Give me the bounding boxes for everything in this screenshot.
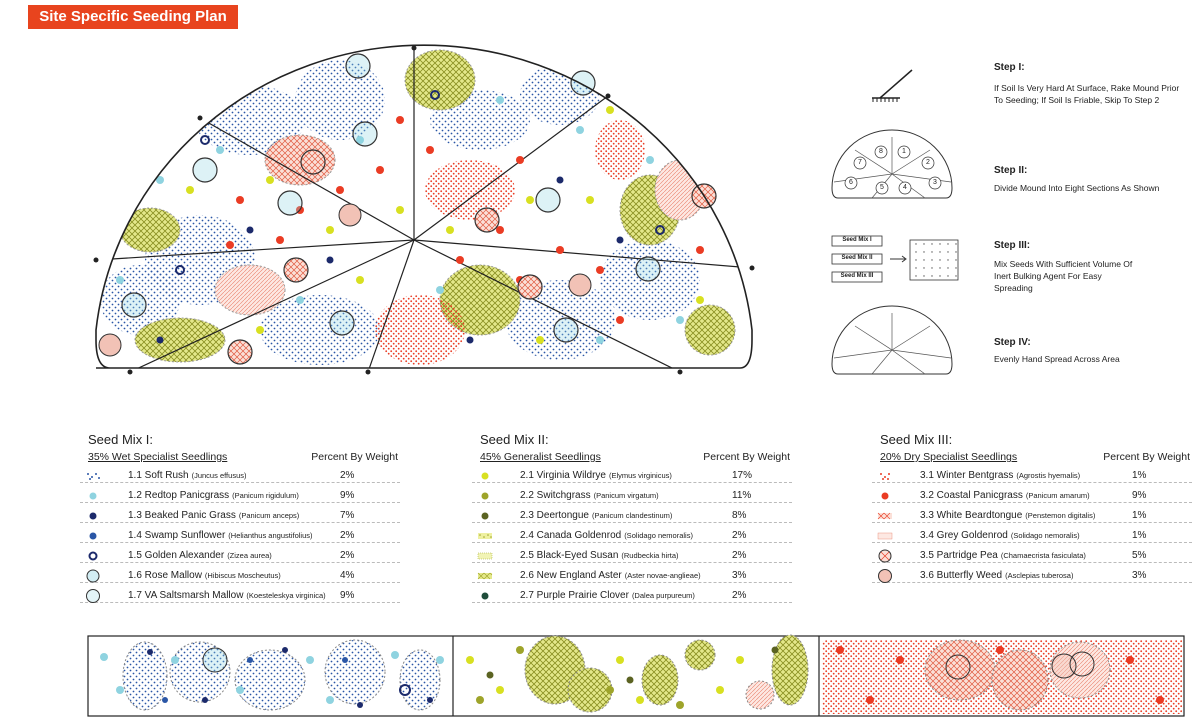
seed-common-name: 2.3 Deertongue (520, 510, 589, 521)
seed-common-name: 1.1 Soft Rush (128, 470, 189, 481)
mix-title: Seed Mix II: (480, 432, 549, 447)
mix-box-label: Seed Mix III (840, 273, 874, 279)
seed-scientific-name: (Dalea purpureum) (631, 591, 695, 600)
seed-row (472, 463, 792, 483)
seed-symbol-icon (476, 509, 490, 519)
seed-percent: 1% (1132, 510, 1147, 521)
seed-row (472, 483, 792, 503)
seed-percent: 9% (340, 490, 355, 501)
seed-percent: 3% (732, 570, 747, 581)
seed-percent: 3% (1132, 570, 1147, 581)
seed-name (520, 550, 732, 561)
seed-percent: 7% (340, 510, 355, 521)
seed-name (128, 530, 340, 541)
seed-percent: 2% (340, 470, 355, 481)
seed-row (872, 523, 1192, 543)
seed-scientific-name: (Elymus virginicus) (608, 471, 672, 480)
percent-header: Percent By Weight (311, 451, 398, 463)
mix-box-label: Seed Mix I (842, 237, 872, 243)
seed-row (872, 503, 1192, 523)
step-1-title: Step I: (994, 62, 1025, 73)
seed-scientific-name: (Zizea aurea) (227, 551, 272, 560)
seed-row (472, 523, 792, 543)
seed-scientific-name: (Aster novae-anglieae) (624, 571, 701, 580)
seed-scientific-name: (Asclepias tuberosa) (1005, 571, 1074, 580)
step-2-title: Step II: (994, 165, 1028, 176)
seed-common-name: 3.3 White Beardtongue (920, 510, 1023, 521)
section-number: 6 (849, 179, 853, 186)
seed-row (80, 503, 400, 523)
seed-mix-1 (80, 432, 400, 603)
seed-name (520, 570, 732, 581)
seed-name (920, 470, 1132, 481)
seed-scientific-name: (Chamaecrista fasiculata) (1000, 551, 1086, 560)
seed-symbol-icon (476, 489, 490, 499)
mix-rows (80, 463, 400, 603)
seed-symbol-icon (876, 549, 890, 559)
seed-common-name: 2.6 New England Aster (520, 570, 622, 581)
seed-mix-3 (872, 432, 1192, 583)
seed-row (872, 463, 1192, 483)
percent-header: Percent By Weight (1103, 451, 1190, 463)
seed-row (472, 563, 792, 583)
seed-symbol-icon (84, 489, 98, 499)
seed-symbol-icon (876, 509, 890, 519)
seed-percent: 2% (340, 530, 355, 541)
seed-percent: 9% (340, 590, 355, 601)
section-number: 7 (858, 159, 862, 166)
seed-scientific-name: (Penstemon digitalis) (1025, 511, 1096, 520)
seed-percent: 4% (340, 570, 355, 581)
seed-scientific-name: (Solidago nemoralis) (1010, 531, 1080, 540)
seed-percent: 1% (1132, 470, 1147, 481)
seed-common-name: 2.2 Switchgrass (520, 490, 591, 501)
seed-percent: 8% (732, 510, 747, 521)
seed-percent: 1% (1132, 530, 1147, 541)
seed-name (920, 530, 1132, 541)
seed-row (472, 543, 792, 563)
seed-scientific-name: (Juncus effusus) (191, 471, 247, 480)
step-4-title: Step IV: (994, 337, 1031, 348)
seed-common-name: 1.4 Swamp Sunflower (128, 530, 226, 541)
seed-name (520, 530, 732, 541)
step-3-title: Step III: (994, 240, 1031, 251)
seed-row (80, 463, 400, 483)
step-3-text: Mix Seeds With Sufficient Volume Of Inert Bulking Agent For Easy Spreading (994, 259, 1133, 293)
seed-common-name: 2.4 Canada Goldenrod (520, 530, 622, 541)
seed-symbol-icon (476, 569, 490, 579)
seed-common-name: 1.6 Rose Mallow (128, 570, 202, 581)
section-number: 5 (880, 184, 884, 191)
seed-row (472, 503, 792, 523)
seed-name (920, 510, 1132, 521)
step-4-text: Evenly Hand Spread Across Area (994, 354, 1120, 364)
seed-scientific-name: (Helianthus angustifolius) (228, 531, 313, 540)
mix-rows (472, 463, 792, 603)
seed-symbol-icon (84, 509, 98, 519)
step-2-text: Divide Mound Into Eight Sections As Shown (994, 183, 1160, 193)
mix-rows (872, 463, 1192, 583)
section-number: 4 (903, 184, 907, 191)
seed-row (872, 563, 1192, 583)
seed-name (920, 550, 1132, 561)
seed-symbol-icon (84, 569, 98, 579)
seed-percent: 5% (1132, 550, 1147, 561)
seed-common-name: 1.3 Beaked Panic Grass (128, 510, 236, 521)
seed-row (80, 543, 400, 563)
seed-percent: 2% (340, 550, 355, 561)
seed-scientific-name: (Panicum virgatum) (593, 491, 659, 500)
seed-symbol-icon (84, 589, 98, 599)
seed-scientific-name: (Panicum rigidulum) (232, 491, 299, 500)
seed-scientific-name: (Agrostis hyemalis) (1016, 471, 1081, 480)
seed-symbol-icon (84, 529, 98, 539)
seed-row (472, 583, 792, 603)
seed-percent: 9% (1132, 490, 1147, 501)
seed-symbol-icon (876, 529, 890, 539)
seed-scientific-name: (Panicum amarum) (1025, 491, 1090, 500)
seed-row (80, 523, 400, 543)
seed-common-name: 3.5 Partridge Pea (920, 550, 998, 561)
seed-percent: 2% (732, 530, 747, 541)
seed-common-name: 3.6 Butterfly Weed (920, 570, 1003, 581)
step-1-text: If Soil Is Very Hard At Surface, Rake Mound Prior To Seeding; If Soil Is Friable, Skip To Step 2 (994, 83, 1180, 105)
mix-subtitle: 20% Dry Specialist Seedlings (880, 451, 1018, 463)
seed-name (520, 590, 732, 601)
seed-common-name: 2.7 Purple Prairie Clover (520, 590, 629, 601)
seed-symbol-icon (84, 549, 98, 559)
seed-percent: 2% (732, 590, 747, 601)
seed-mix-2 (472, 432, 792, 603)
seed-percent: 17% (732, 470, 753, 481)
seed-name (128, 510, 340, 521)
seed-common-name: 2.1 Virginia Wildrye (520, 470, 606, 481)
seed-common-name: 3.1 Winter Bentgrass (920, 470, 1014, 481)
seed-scientific-name: (Panicum clandestinum) (591, 511, 673, 520)
seed-symbol-icon (876, 489, 890, 499)
seed-symbol-icon (476, 469, 490, 479)
section-number: 3 (933, 179, 937, 186)
seed-common-name: 1.7 VA Saltsmarsh Mallow (128, 590, 244, 601)
seed-name (128, 550, 340, 561)
seed-common-name: 3.2 Coastal Panicgrass (920, 490, 1023, 501)
seed-scientific-name: (Koesteleskya virginica) (246, 591, 326, 600)
seed-name (520, 510, 732, 521)
section-number: 8 (879, 148, 883, 155)
seed-symbol-icon (876, 469, 890, 479)
seed-row (80, 563, 400, 583)
seed-name (920, 570, 1132, 581)
seed-name (520, 490, 732, 501)
seed-common-name: 2.5 Black-Eyed Susan (520, 550, 619, 561)
seed-row (80, 483, 400, 503)
seed-common-name: 1.5 Golden Alexander (128, 550, 225, 561)
seed-scientific-name: (Panicum anceps) (238, 511, 300, 520)
seed-row (80, 583, 400, 603)
mix-title: Seed Mix III: (880, 432, 953, 447)
seed-symbol-icon (476, 549, 490, 559)
seed-percent: 11% (732, 490, 752, 501)
seed-symbol-icon (84, 469, 98, 479)
mix-title: Seed Mix I: (88, 432, 154, 447)
seed-name (520, 470, 732, 481)
seed-name (128, 590, 340, 601)
seed-symbol-icon (876, 569, 890, 579)
seed-common-name: 3.4 Grey Goldenrod (920, 530, 1008, 541)
seed-name (128, 570, 340, 581)
seed-symbol-icon (476, 589, 490, 599)
seed-name (128, 490, 340, 501)
seed-row (872, 483, 1192, 503)
seed-percent: 2% (732, 550, 747, 561)
seed-scientific-name: (Solidago nemoralis) (624, 531, 693, 540)
seed-name (920, 490, 1132, 501)
seed-name (128, 470, 340, 481)
mix-subtitle: 35% Wet Specialist Seedlings (88, 451, 228, 463)
section-number: 2 (926, 159, 930, 166)
mix-subtitle: 45% Generalist Seedlings (480, 451, 601, 463)
mix-box-label: Seed Mix II (841, 255, 873, 261)
seed-symbol-icon (476, 529, 490, 539)
seed-scientific-name: (Hibiscus Moscheutus) (204, 571, 281, 580)
seed-scientific-name: (Rudbeckia hirta) (621, 551, 679, 560)
section-number: 1 (902, 148, 906, 155)
plan-title: Site Specific Seeding Plan (28, 5, 238, 29)
seed-common-name: 1.2 Redtop Panicgrass (128, 490, 230, 501)
percent-header: Percent By Weight (703, 451, 790, 463)
seed-row (872, 543, 1192, 563)
